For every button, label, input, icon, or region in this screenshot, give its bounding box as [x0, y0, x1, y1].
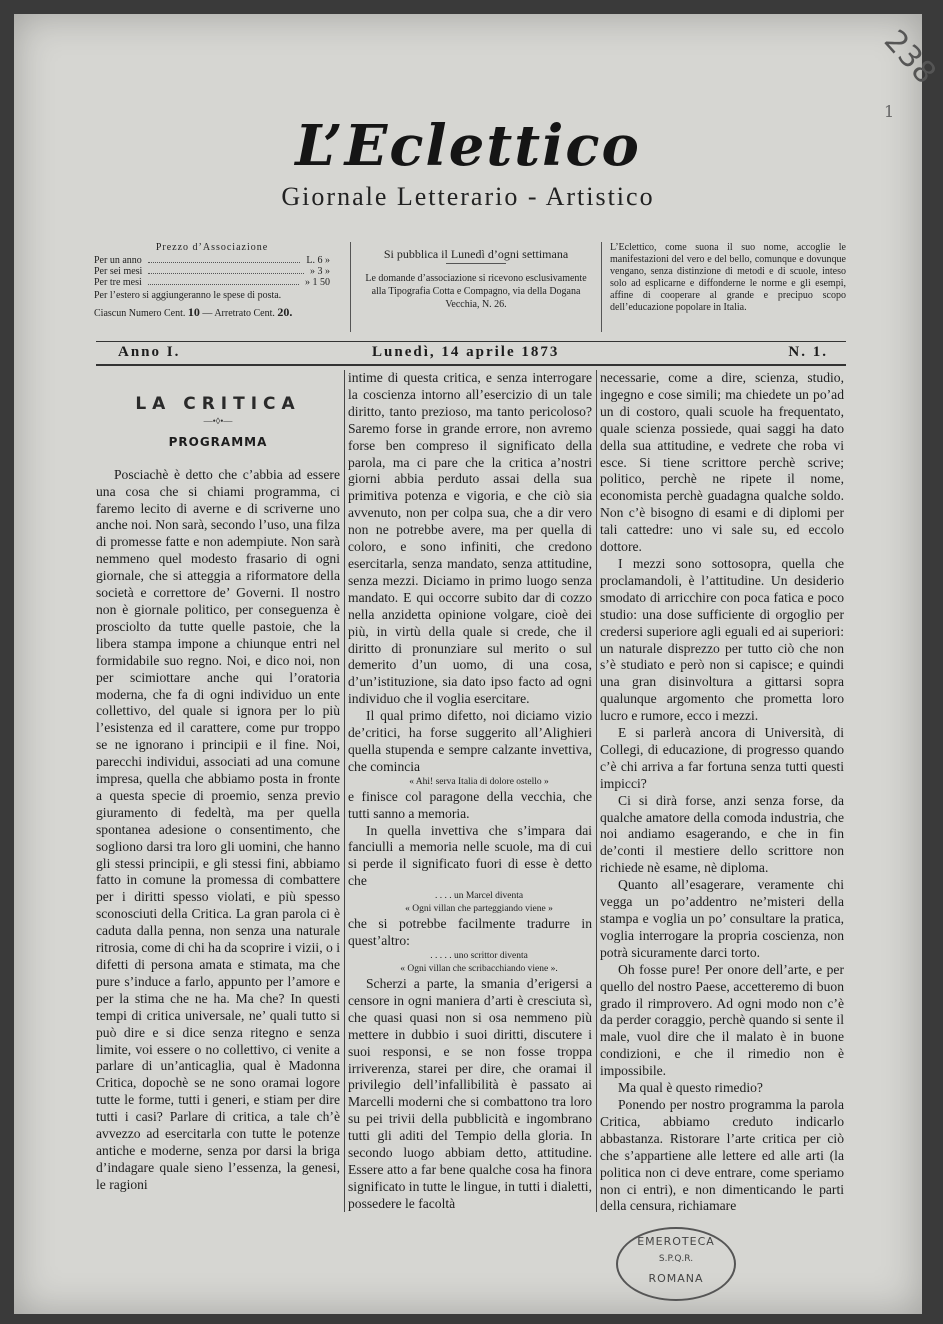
quotation: « Ogni villan che parteggiando viene »	[405, 904, 553, 915]
quotation: . . . . . uno scrittor diventa	[430, 951, 528, 961]
price-label: Per un anno	[94, 255, 142, 266]
dot-leader	[148, 277, 299, 285]
arrears-value: 20.	[277, 305, 293, 319]
newspaper-title: L’Eclettico	[295, 113, 641, 179]
subscription-heading: Prezzo d’Associazione	[155, 242, 269, 253]
paragraph: Posciachè è detto che c’abbia ad essere una cosa che si chiami programma, ci faremo lecito di averne e di scriverne uno anche noi. Non sarà, secondo l’uso, una filza di promesse fatte e non adempiute. Non sarà nemmeno quel modesto frasario di ogni giornale, che si atteggia a riformatore della società e correttore de’ Governi. Il nostro non è giornale politico, per conseguenza è prosciolto da tutte quelle pastoie, che la libera stampa impone a chiunque entri nel formidabile suo regno. Noi, e dico noi, non per scimiottare anche qui l’oratoria moderna, che fa di ogni individuo un ente collettivo, del quale si ignora per lo più l’esistenza ed il carattere, come pur troppo se ne ignorano i principii e il fine. Noi, parecchi individui, associati ad una comune impresa, quella che abbiamo posta in fronte a questa specie di proemio, senza previo giuramento di fedeltà, ma per quella spontanea adesione o consentimento, che sogliono darsi tra loro gli uomini, che hanno gli stessi principii, e gli stessi fini, abbiamo fatto in comune la promessa di combattere per i diritti spesso violati, e più spesso sconosciuti della Critica. La gran parola ci è caduta dalla penna, non senza una naturale ritrosia, come di chi ha da scoprire i vizii, o i difetti di persona amata e stimata, ma che pure s’induce a farlo, appunto per l’amore e per la stima che ne ha. Ma che? In questi tempi di critica universale, ne’ quali tutto si può dire e si dice senza ritegno e senza limite, voi essere o no collettivo, ci venite a parlare di un’anticaglia, qual è Madonna Critica, dopochè se ne sono oramai logore tutte le forme, tutti i generi, e stiam per dire tutti i casi? Parlare di critica, a tale ch’è avvezzo ad esercitarla con tutte le potenze antiche e moderne, senza por darsi la briga d’indagare quale sieno l’essenza, la genesi, le ragioni	[96, 466, 340, 1192]
paragraph: necessarie, come a dire, scienza, studio, ingegno e cose simili; ma chiedete un po’ad un di costoro, quali scuole ha frequentato, quale scienza possiede, quai saggi ha dato della sua attitudine, e vedrete che roba vi esce. Si tiene scrittore perchè scrive; politico, perchè ne ripete il nome, economista perchè guadagna qualche soldo. Non c’è bisogno di esami e di diplomi per tali cattedre: uno vi sale su, ed eccolo dottore.	[600, 370, 844, 555]
paragraph: In quella invettiva che s’impara dai fanciulli a memoria nelle scuole, ma di cui si perde il significato fuori di esse è detto che	[348, 822, 592, 889]
article-title: LA CRITICA	[135, 394, 301, 414]
price-value: » 1 50	[305, 277, 330, 288]
paragraph: Oh fosse pure! Per onore dell’arte, e per quello del nostro Paese, accetteremo di buon grado il rimprovero. Ad ogni modo non c’è da perder coraggio, perchè quando si sente il male, vuol dire che il malato è in buone condizioni, e che il rimedio non è impossibile.	[600, 961, 844, 1079]
paragraph: Ci si dirà forse, anzi senza forse, da qualche amatore della comoda industria, che noi andiamo esagerando, e che in fin de’conti il mestiere dello scrittore non richiede nè esame, nè diploma.	[600, 792, 844, 876]
price-value: » 3 »	[310, 266, 330, 277]
column-2	[348, 370, 592, 1212]
info-box	[14, 242, 922, 334]
subscription-prices	[94, 242, 330, 332]
article-columns	[96, 370, 846, 1212]
paragraph: Il qual primo difetto, noi diciamo vizio de’critici, ha forse suggerito all’Alighieri quella stupenda e sempre calzante invettiva, che comincia	[348, 708, 592, 774]
issue-bar	[96, 341, 846, 366]
issue-number: N. 1.	[788, 344, 828, 360]
price-value: 10	[187, 305, 200, 319]
column-rule	[344, 370, 345, 1212]
issue-year: Anno I.	[118, 344, 181, 360]
postage-note: Per l’estero si aggiungeranno le spese di posta.	[94, 290, 282, 301]
mission-statement: L’Eclettico, come suona il suo nome, accoglie le manifestazioni del vero e del bello, comunque e dovunque vengano, senza distinzione di metodi e di scuole, inteso solo ad esplicarne e diffonderne le norme e gli esempi, affine di cooperare al grande e precipuo scopo dell’educazione popolare in Italia.	[610, 242, 846, 313]
stamp-top: EMEROTECA	[637, 1235, 715, 1248]
issue-date: Lunedì, 14 aprile 1873	[372, 344, 560, 360]
arrears-label: — Arretrato Cent.	[202, 308, 275, 319]
publication-text: Le domande d’associazione si ricevono esclusivamente alla Tipografia Cotta e Compagno, via della Dogana Vecchia, N. 26.	[365, 273, 587, 310]
dot-leader	[148, 266, 304, 274]
column-3	[600, 370, 844, 1212]
publication-heading: Si pubblica il Lunedì d’ogni settimana	[383, 247, 569, 261]
paragraph: Ma qual è questo rimedio?	[618, 1080, 763, 1096]
stamp-middle: S.P.Q.R.	[658, 1254, 694, 1264]
price-value: L. 6 »	[306, 255, 330, 266]
newspaper-subtitle: Giornale Letterario - Artistico	[281, 182, 655, 211]
price-label: Ciascun Numero Cent.	[94, 308, 186, 319]
price-row	[94, 255, 330, 266]
newspaper-page	[14, 14, 943, 1314]
archive-page-number: 238	[876, 23, 943, 92]
divider	[446, 263, 506, 264]
paragraph: I mezzi sono sottosopra, quella che proclamandoli, è l’attitudine. Un desiderio smodato di arricchire con poca fatica e poco studio: una dose sufficiente di orgoglio per credersi superiore agli eguali ed ai superiori: un naturale disprezzo per tutto ciò che non s’è studiato e però non si capisce; e quindi una gran disinvoltura a gittarsi sopra qualunque argomento che prometta loro lucro e rumore, ecco i mezzi.	[600, 555, 844, 724]
column-rule	[596, 370, 597, 1212]
price-row	[94, 277, 330, 288]
paragraph: e finisce col paragone della vecchia, che tutti sanno a memoria.	[348, 788, 592, 821]
price-label: Per tre mesi	[94, 277, 142, 288]
publication-info	[350, 242, 602, 332]
ornament: —•◊•—	[203, 415, 233, 426]
paragraph: E si parlerà ancora di Università, di Collegi, di educazione, di progresso quando c’è chi arriva a far fortuna senza tutti questi impicci?	[600, 725, 844, 791]
price-row	[94, 266, 330, 277]
paragraph: intime di questa critica, e senza interrogare la coscienza intorno all’esercizio di un tale diritto, tanto prezioso, ma tanto pericoloso? Saremo forse in grande errore, non avremo forse ben compreso il significato della parola, ma ci pare che la critica a’nostri giorni abbia perduto assai della sua primitiva potenza e vigoria, e che ciò sia avvenuto, non per colpa sua, che a dir vero non ne potrebbe avere, ma per quella di coloro, e sono infiniti, che credono esercitarla, senza mandato, senza attitudine, senza mezzi. Diciamo in primo luogo senza mandato. E qui occorre subito dar di cozzo nella anzidetta opinione volgare, cioè dei più, in virtù della quale si crede, che il diritto di pronunziare sul merito o sul demerito d’un uomo, di una cosa, d’un’istituzione, sia dato ipso facto ad ogni individuo che il voglia esercitare.	[348, 370, 592, 707]
pencil-mark: 1	[884, 102, 895, 121]
dot-leader	[148, 255, 301, 263]
paragraph: Quanto all’esagerare, veramente chi vegga un po’addentro ne’misteri della stampa e voglia un po’ consultare la pratica, voglia interrogare la propria coscienza, non potrà sicuramente darci torto.	[600, 877, 844, 960]
stamp-bottom: ROMANA	[648, 1272, 704, 1285]
price-label: Per sei mesi	[94, 266, 143, 277]
paragraph: Ponendo per nostro programma la parola Critica, abbiamo creduto indicarlo abbastanza. Ristorare l’arte critica per ciò che s’appartiene alle lettere ed alle arti (la politica non ci deve entrare, come speriamo non ci entri), e non dimenticando le parti della censura, richiamare	[600, 1096, 844, 1214]
single-copy-price	[94, 307, 330, 319]
paragraph: Scherzi a parte, la smania d’erigersi a censore in ogni maniera d’arti è cresciuta sì, che quasi quasi non si osa nemmeno più mettere in dubbio i suoi diritti, discutere i suoi responsi, e se non fosse troppa irriverenza, starei per dire, che oramai il privilegio dell’infallibilità è passato ai Marcelli moderni che si combattono tra loro su pei trivii della pubblicità e ingombrano tutti gli aditi del Tempio della gloria. In secondo luogo abbiam detto, attitudine. Essere atto a far bene qualche cosa ha finora significato in tutte le lingue, in tutti i dialetti, possedere le facoltà	[348, 976, 592, 1211]
quotation: « Ogni villan che scribacchiando viene ».	[400, 964, 558, 974]
article-subtitle: PROGRAMMA	[168, 434, 268, 449]
quotation: . . . . un Marcel diventa	[434, 891, 524, 902]
paragraph: che si potrebbe facilmente tradurre in quest’altro:	[348, 916, 592, 949]
column-1	[96, 370, 340, 1212]
masthead	[14, 114, 922, 212]
library-stamp	[616, 1227, 736, 1301]
quotation: « Ahi! serva Italia di dolore ostello »	[409, 776, 549, 787]
